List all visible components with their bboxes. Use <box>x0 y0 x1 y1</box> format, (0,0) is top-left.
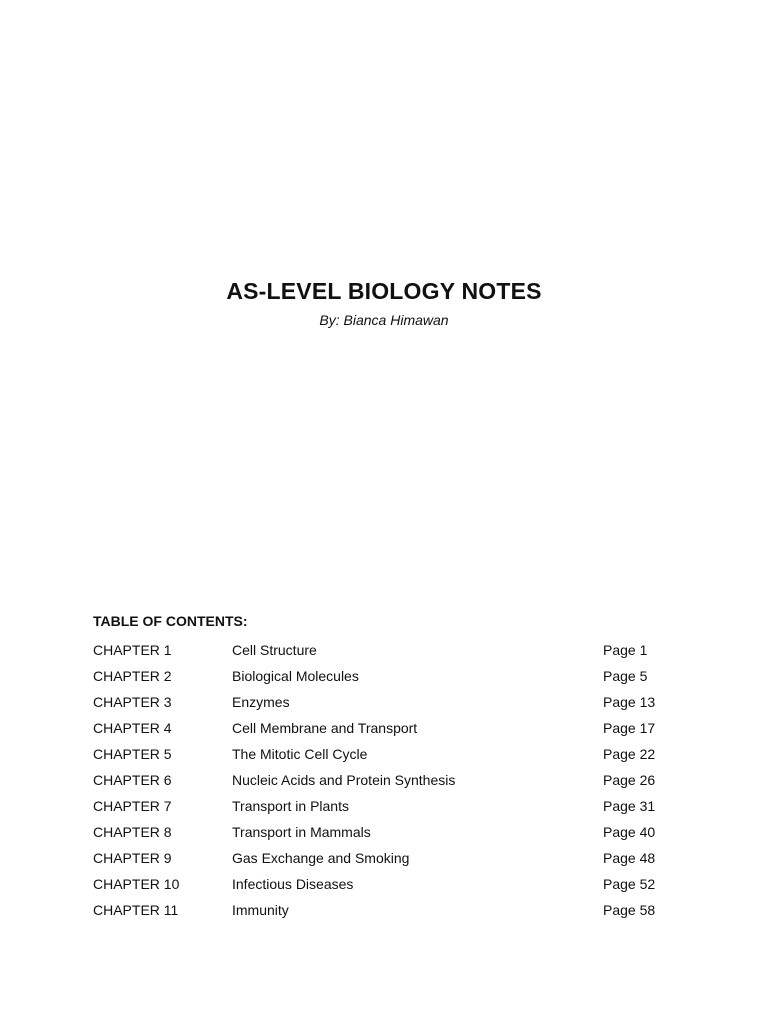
toc-row-chapter-6 <box>93 770 693 796</box>
toc-row-chapter-7 <box>93 796 693 822</box>
toc-topic: The Mitotic Cell Cycle <box>232 746 368 762</box>
toc-page-number: Page 48 <box>603 850 656 866</box>
toc-topic: Cell Membrane and Transport <box>232 720 418 736</box>
toc-row-chapter-1 <box>93 640 693 666</box>
toc-page-number: Page 31 <box>603 798 656 814</box>
toc-row-chapter-3 <box>93 692 693 718</box>
toc-topic: Biological Molecules <box>232 668 359 684</box>
toc-chapter-label: CHAPTER 11 <box>93 902 179 918</box>
toc-row-chapter-5 <box>93 744 693 770</box>
toc-chapter-label: CHAPTER 1 <box>93 642 172 658</box>
toc-page-number: Page 52 <box>603 876 656 892</box>
toc-topic: Transport in Mammals <box>232 824 371 840</box>
toc-chapter-label: CHAPTER 7 <box>93 798 172 814</box>
toc-row-chapter-8 <box>93 822 693 848</box>
toc-page-number: Page 1 <box>603 642 648 658</box>
toc-page-number: Page 5 <box>603 668 648 684</box>
toc-topic: Gas Exchange and Smoking <box>232 850 410 866</box>
table-of-contents <box>93 640 693 926</box>
toc-row-chapter-4 <box>93 718 693 744</box>
document-author: By: Bianca Himawan <box>319 312 449 328</box>
toc-page-number: Page 22 <box>603 746 656 762</box>
toc-topic: Enzymes <box>232 694 290 710</box>
toc-chapter-label: CHAPTER 6 <box>93 772 172 788</box>
toc-chapter-label: CHAPTER 9 <box>93 850 172 866</box>
toc-chapter-label: CHAPTER 4 <box>93 720 172 736</box>
toc-page-number: Page 26 <box>603 772 656 788</box>
toc-chapter-label: CHAPTER 5 <box>93 746 172 762</box>
toc-topic: Transport in Plants <box>232 798 349 814</box>
toc-topic: Infectious Diseases <box>232 876 354 892</box>
document-title: AS-LEVEL BIOLOGY NOTES <box>226 278 542 304</box>
toc-chapter-label: CHAPTER 10 <box>93 876 180 892</box>
toc-row-chapter-10 <box>93 874 693 900</box>
toc-topic: Immunity <box>232 902 289 918</box>
toc-row-chapter-2 <box>93 666 693 692</box>
toc-chapter-label: CHAPTER 3 <box>93 694 172 710</box>
toc-topic: Nucleic Acids and Protein Synthesis <box>232 772 456 788</box>
toc-chapter-label: CHAPTER 8 <box>93 824 172 840</box>
toc-chapter-label: CHAPTER 2 <box>93 668 172 684</box>
toc-topic: Cell Structure <box>232 642 317 658</box>
toc-row-chapter-11 <box>93 900 693 926</box>
toc-row-chapter-9 <box>93 848 693 874</box>
toc-page-number: Page 40 <box>603 824 656 840</box>
toc-page-number: Page 58 <box>603 902 656 918</box>
toc-page-number: Page 13 <box>603 694 656 710</box>
toc-heading: TABLE OF CONTENTS: <box>93 613 248 629</box>
toc-page-number: Page 17 <box>603 720 656 736</box>
